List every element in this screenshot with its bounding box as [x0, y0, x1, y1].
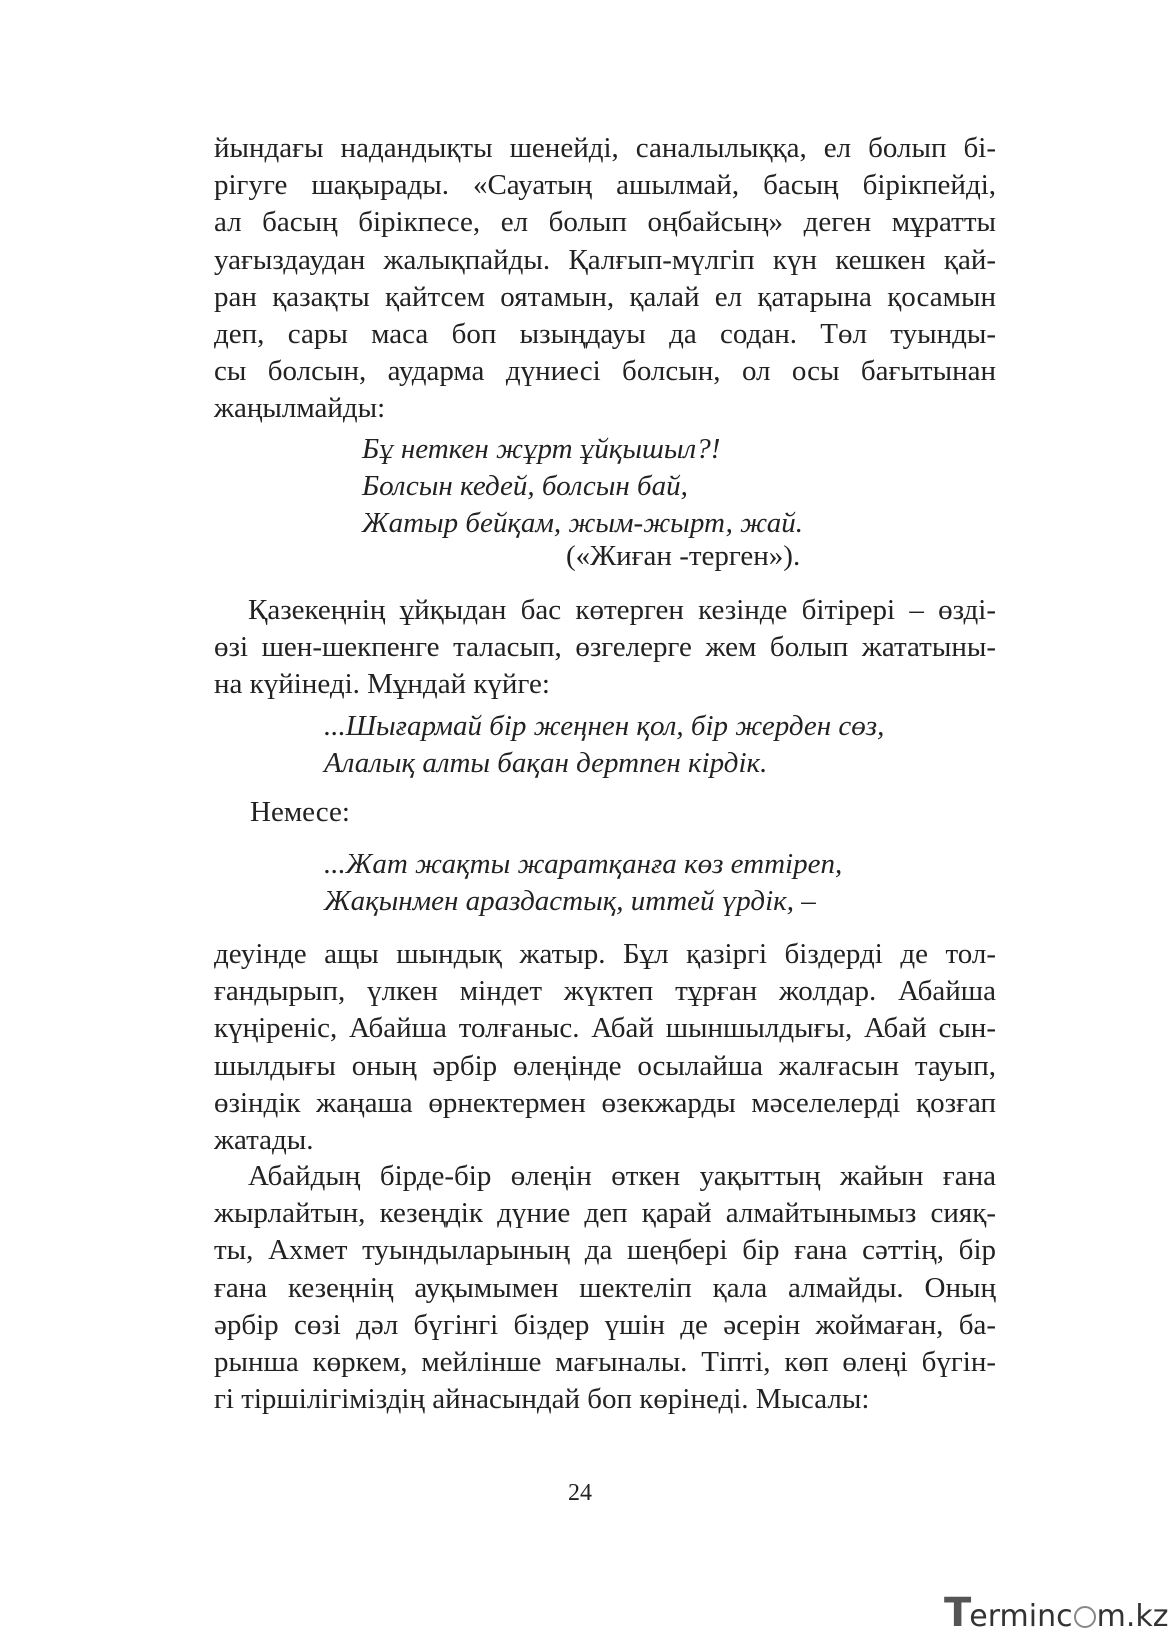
text-line: күңіреніс, Абайша толғаныс. Абай шыншылдығы, Абай сын-	[214, 1012, 996, 1045]
text-line: жырлайтын, кезеңдік дүние деп қарай алмайтынымыз сияқ-	[214, 1197, 996, 1230]
verse-2	[324, 708, 884, 782]
nemese-text: Немесе:	[250, 796, 350, 828]
paragraph-2	[214, 592, 996, 704]
text-line: өзі шен-шекпенге таласып, өзгелерге жем болып жататыны-	[214, 631, 996, 664]
verse-line: ...Шығармай бір жеңнен қол, бір жерден сөз,	[324, 710, 885, 742]
text-line: деуінде ащы шындық жатыр. Бұл қазіргі біздерді де тол-	[214, 938, 996, 970]
verse-line: Бұ неткен жұрт ұйқышыл?!	[362, 433, 721, 465]
text-line: ғана кезеңнің ауқымымен шектеліп қала алмайды. Оның	[214, 1271, 996, 1304]
text-line: шылдығы оның әрбір өлеңінде осылайша жалғасын тауып,	[214, 1049, 996, 1082]
text-line: жаңылмайды:	[214, 392, 386, 425]
verse-line: Жақынмен араздастық, иттей үрдік, –	[324, 885, 816, 917]
text-line: рынша көркем, мейлінше мағыналы. Тіпті, көп өлеңі бүгін-	[214, 1346, 996, 1379]
text-line: Қазекеңнің ұйқыдан бас көтерген кезінде бітірері – өзді-	[248, 594, 996, 626]
text-line: уағыздаудан жалықпайды. Қалғып-мүлгіп күн кешкен қай-	[214, 243, 996, 276]
page-number: 24	[568, 1480, 592, 1506]
verse-line: Алалық алты бақан дертпен кірдік.	[324, 747, 768, 779]
text-line: ал басың бірікпесе, ел болып оңбайсың» деген мұратты	[214, 206, 996, 239]
paragraph-4	[214, 1158, 996, 1418]
text-line: өзіндік жаңаша өрнектермен өзекжарды мәселелерді қозғап	[214, 1086, 996, 1119]
verse-line: Жатыр бейқам, жым-жырт, жай.	[362, 507, 803, 539]
text-line: йындағы надандықты шенейді, саналылыққа, ел болып бі-	[214, 132, 996, 164]
text-line: гі тіршілігіміздің айнасындай боп көрінеді. Мысалы:	[214, 1383, 870, 1416]
verse-line: ...Жат жақты жаратқанға көз еттіреп,	[324, 848, 843, 880]
paragraph-3	[214, 936, 996, 1159]
verse-line: Болсын кедей, болсын бай,	[362, 470, 688, 502]
watermark-logo: T erminc m.kz	[944, 1590, 1169, 1636]
text-line: на күйінеді. Мұндай күйге:	[214, 668, 550, 701]
paragraph-1	[214, 130, 996, 428]
text-line: ран қазақты қайтсем оятамын, қалай ел қатарына қосамын	[214, 280, 996, 313]
text-line: ғандырып, үлкен міндет жүктеп тұрған жолдар. Абайша	[214, 975, 996, 1008]
text-line: рігуге шақырады. «Сауатың ашылмай, басың бірікпейді,	[214, 169, 996, 202]
verse-source: («Жиған -терген»).	[566, 540, 801, 572]
text-line: деп, сары маса боп ызыңдауы да содан. Төл туынды-	[214, 318, 996, 351]
text-line: ты, Ахмет туындыларының да шеңбері бір ғана сәттің, бір	[214, 1234, 996, 1267]
verse-1	[362, 431, 803, 542]
text-line: жатады.	[214, 1124, 314, 1157]
text-line: сы болсын, аударма дүниесі болсын, ол осы бағытынан	[214, 355, 996, 388]
verse-3	[324, 846, 842, 920]
text-line: әрбір сөзі дәл бүгінгі біздер үшін де әсерін жоймаған, ба-	[214, 1308, 996, 1341]
text-line: Абайдың бірде-бір өлеңін өткен уақыттың жайын ғана	[248, 1160, 996, 1192]
